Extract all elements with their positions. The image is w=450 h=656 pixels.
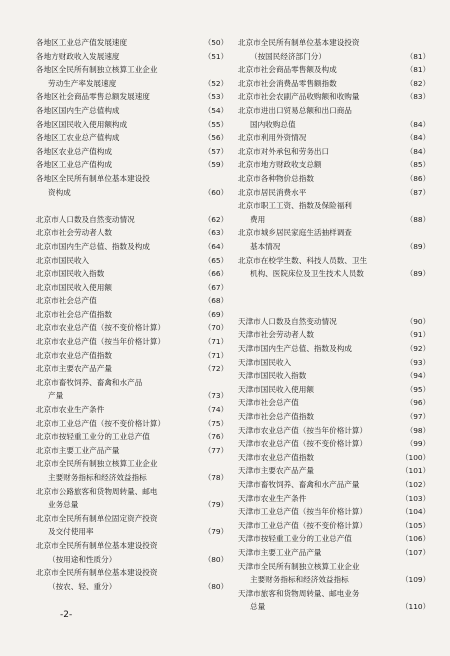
toc-entry[interactable] <box>238 118 430 132</box>
toc-entry-title: 及交付使用率 <box>48 527 94 537</box>
toc-entry[interactable] <box>36 553 228 567</box>
toc-entry-title: 北京市畜牧饲养、畜禽和水产品 <box>36 377 143 387</box>
toc-entry[interactable] <box>36 158 228 172</box>
toc-entry-title: 天津市旅客和货物周转量、邮电业务 <box>238 588 360 598</box>
toc-entry[interactable] <box>238 240 430 254</box>
toc-entry-page: （59） <box>203 160 228 170</box>
toc-entry[interactable] <box>36 321 228 335</box>
toc-entry-page: （84） <box>405 146 430 156</box>
toc-entry[interactable] <box>238 600 430 614</box>
toc-entry-page: （101） <box>401 466 430 476</box>
toc-entry-page: （71） <box>203 337 228 347</box>
toc-entry[interactable] <box>36 335 228 349</box>
toc-entry-page: （51） <box>203 51 228 61</box>
toc-entry-page: （83） <box>405 92 430 102</box>
toc-entry-page: （93） <box>405 357 430 367</box>
toc-entry-title: 北京市农业总产值（按不变价格计算） <box>36 323 166 333</box>
toc-entry-page: （64） <box>203 241 228 251</box>
toc-entry-title: 北京市对外承包和劳务出口 <box>238 146 330 156</box>
toc-entry-title: 北京市全民所有制单位基本建设投资 <box>36 540 158 550</box>
toc-entry-page: （71） <box>203 350 228 360</box>
toc-entry-title: 各地区国民收入使用额构成 <box>36 119 128 129</box>
toc-entry-page: （94） <box>405 371 430 381</box>
toc-entry[interactable] <box>238 77 430 91</box>
toc-entry-title: 国内收购总值 <box>250 119 296 129</box>
toc-entry[interactable] <box>36 580 228 594</box>
toc-entry-title: 天津市农业总产值（按不变价格计算） <box>238 439 368 449</box>
toc-entry-title: 总量 <box>250 602 266 612</box>
section-spacer <box>238 308 430 315</box>
toc-entry[interactable] <box>36 77 228 91</box>
toc-entry[interactable] <box>36 254 228 268</box>
toc-entry-title: 天津市主要工业产品产量 <box>238 547 322 557</box>
toc-entry-title: 主要财务指标和经济效益指标 <box>48 473 147 482</box>
toc-entry[interactable] <box>238 437 430 451</box>
toc-entry-page: （60） <box>203 187 228 197</box>
toc-entry-title: 劳动生产率发展速度 <box>48 78 117 88</box>
toc-entry-title: 天津市国民收入使用额 <box>238 384 314 394</box>
toc-entry[interactable] <box>238 356 430 370</box>
toc-entry-title: 北京市全民所有制独立核算工业企业 <box>36 459 158 469</box>
toc-entry[interactable] <box>36 90 228 104</box>
toc-entry[interactable] <box>238 492 430 506</box>
toc-entry-title: （按国民经济部门分） <box>250 51 326 61</box>
toc-entry-page: （70） <box>203 323 228 333</box>
toc-entry-title: 天津市国民收入 <box>238 357 292 367</box>
toc-entry-title: （按用途和性质分） <box>48 554 117 564</box>
toc-entry-title: 北京市职工工资、指数及保险福利 <box>238 201 352 211</box>
toc-entry[interactable] <box>238 267 430 281</box>
toc-entry-title: 北京市在校学生数、科技人员数、卫生 <box>238 255 368 265</box>
toc-entry-title: 北京市社会劳动者人数 <box>36 228 112 238</box>
toc-entry-title: 北京市农业生产条件 <box>36 405 105 415</box>
toc-left-column <box>36 36 228 593</box>
toc-entry-title: 北京市居民消费水平 <box>238 187 307 197</box>
toc-entry[interactable] <box>238 145 430 159</box>
toc-entry-title: 天津市国内生产总值、指数及构成 <box>238 344 352 354</box>
toc-entry-page: （77） <box>203 445 228 455</box>
toc-entry-title: 天津市国民收入指数 <box>238 371 307 381</box>
toc-entry-page: （95） <box>405 384 430 394</box>
toc-entry-page: （97） <box>405 412 430 422</box>
toc-entry-title: 天津市主要农产品产量 <box>238 466 314 476</box>
toc-entry-title: 天津市畜牧饲养、畜禽和水产品产量 <box>238 480 360 489</box>
section-spacer <box>238 281 430 295</box>
toc-entry-page: （109） <box>401 575 430 585</box>
toc-entry-title: 北京市社会农副产品收购额和收购量 <box>238 92 360 102</box>
toc-entry-title: 北京市主要农产品产量 <box>36 364 112 374</box>
toc-entry[interactable] <box>36 308 228 322</box>
toc-entry-title: 各地区工农业总产值构成 <box>36 133 120 143</box>
toc-entry-page: （67） <box>203 282 228 292</box>
toc-entry[interactable] <box>238 213 430 227</box>
toc-entry[interactable] <box>238 396 430 410</box>
toc-entry-title: 北京市国民收入使用额 <box>36 282 112 292</box>
toc-entry-title: 资构成 <box>48 187 71 197</box>
toc-entry-page: （50） <box>203 38 228 47</box>
toc-entry-page: （75） <box>203 418 228 428</box>
toc-entry-title: 北京市全民所有制单位固定资产投资 <box>36 513 158 523</box>
toc-entry[interactable] <box>238 546 430 560</box>
toc-entry-page: （69） <box>203 309 228 319</box>
toc-entry-page: （96） <box>405 398 430 408</box>
toc-entry-page: （74） <box>203 405 228 415</box>
toc-entry-title: 北京市城乡居民家庭生活抽样调查 <box>238 228 352 238</box>
toc-entry-title: 北京市社会总产值指数 <box>36 309 112 319</box>
toc-entry[interactable] <box>36 389 228 403</box>
toc-entry-page: （85） <box>405 160 430 170</box>
toc-entry[interactable] <box>36 430 228 444</box>
toc-entry[interactable] <box>36 566 228 580</box>
toc-entry-title: 北京市农业总产值（按当年价格计算） <box>36 337 166 347</box>
toc-entry[interactable] <box>36 403 228 417</box>
section-spacer <box>238 294 430 308</box>
toc-entry-title: 北京市各种物价总指数 <box>238 173 314 183</box>
toc-entry-page: （57） <box>203 146 228 156</box>
toc-entry[interactable] <box>238 451 430 465</box>
toc-entry-title: 主要财务指标和经济效益指标 <box>250 575 349 585</box>
toc-entry[interactable] <box>238 63 430 77</box>
toc-entry-title: 各地区工业总产值发展速度 <box>36 38 128 47</box>
toc-entry[interactable] <box>36 281 228 295</box>
toc-entry[interactable] <box>36 240 228 254</box>
toc-entry-page: （98） <box>405 425 430 435</box>
toc-entry-page: （81） <box>405 65 430 75</box>
toc-entry-title: 北京市按轻重工业分的工业总产值 <box>36 432 150 442</box>
toc-entry-title: 各地区社会商品零售总额发展速度 <box>36 92 150 102</box>
toc-entry-title: 北京市地方财政收支总额 <box>238 160 322 170</box>
toc-entry[interactable] <box>36 172 228 186</box>
toc-entry[interactable] <box>36 131 228 145</box>
toc-entry-title: 北京市人口数及自然变动情况 <box>36 214 135 224</box>
toc-entry-title: 北京市社会总产值 <box>36 296 97 306</box>
toc-entry[interactable] <box>36 294 228 308</box>
toc-entry-page: （76） <box>203 432 228 442</box>
toc-entry-page: （68） <box>203 296 228 306</box>
toc-entry[interactable] <box>36 471 228 485</box>
toc-entry-page: （80） <box>203 581 228 591</box>
toc-entry[interactable] <box>36 444 228 458</box>
toc-entry[interactable] <box>238 172 430 186</box>
toc-entry[interactable] <box>238 158 430 172</box>
toc-entry-title: 费用 <box>250 214 266 224</box>
toc-entry-title: 天津市全民所有制独立核算工业企业 <box>238 561 360 571</box>
toc-entry-title: 各地区全民所有制独立核算工业企业 <box>36 65 158 75</box>
toc-entry-page: （81） <box>405 51 430 61</box>
toc-entry-title: 北京市国内生产总值、指数及构成 <box>36 241 150 251</box>
toc-entry-title: 天津市按轻重工业分的工业总产值 <box>238 534 352 544</box>
toc-entry-page: （66） <box>203 269 228 279</box>
toc-entry-page: （55） <box>203 119 228 129</box>
toc-entry[interactable] <box>36 50 228 64</box>
toc-entry-title: 机构、医院床位及卫生技术人员数 <box>250 269 364 279</box>
toc-entry[interactable] <box>36 213 228 227</box>
toc-entry[interactable] <box>238 342 430 356</box>
toc-entry[interactable] <box>36 525 228 539</box>
toc-entry-page: （65） <box>203 255 228 265</box>
toc-entry[interactable] <box>36 362 228 376</box>
toc-entry-page: （106） <box>401 534 430 544</box>
page-number: -2- <box>60 610 73 620</box>
toc-entry-title: 北京市全民所有制单位基本建设投资 <box>36 568 158 578</box>
toc-entry[interactable] <box>36 226 228 240</box>
toc-entry-title: 基本情况 <box>250 241 281 251</box>
toc-entry-page: （82） <box>405 78 430 88</box>
toc-entry-title: （按农、轻、重分） <box>48 581 117 591</box>
toc-entry[interactable] <box>36 376 228 390</box>
toc-entry[interactable] <box>238 50 430 64</box>
toc-entry-page: （104） <box>401 507 430 517</box>
toc-entry-page: （73） <box>203 391 228 401</box>
toc-entry[interactable] <box>238 464 430 478</box>
toc-entry-title: 北京市国民收入 <box>36 255 90 265</box>
toc-entry[interactable] <box>36 267 228 281</box>
toc-entry[interactable] <box>238 226 430 240</box>
toc-entry[interactable] <box>238 383 430 397</box>
toc-entry-page: （56） <box>203 133 228 143</box>
toc-entry[interactable] <box>238 587 430 601</box>
toc-entry-title: 各地区全民所有制单位基本建设投 <box>36 173 150 183</box>
toc-entry-title: 北京市国民收入指数 <box>36 269 105 279</box>
toc-entry[interactable] <box>36 485 228 499</box>
toc-entry-page: （110） <box>401 602 430 612</box>
toc-entry-page: （62） <box>203 214 228 224</box>
toc-entry-title: 北京市农业总产值指数 <box>36 350 112 360</box>
toc-entry-page: （103） <box>401 493 430 503</box>
toc-entry[interactable] <box>36 349 228 363</box>
toc-entry[interactable] <box>238 104 430 118</box>
toc-entry[interactable] <box>238 186 430 200</box>
toc-entry[interactable] <box>238 254 430 268</box>
toc-entry-title: 天津市社会总产值指数 <box>238 412 314 422</box>
toc-entry[interactable] <box>36 104 228 118</box>
toc-entry[interactable] <box>238 199 430 213</box>
toc-entry[interactable] <box>238 478 430 492</box>
toc-entry-page: （88） <box>405 214 430 224</box>
toc-entry-page: （54） <box>203 105 228 115</box>
toc-entry-page: （92） <box>405 344 430 354</box>
toc-entry[interactable] <box>36 63 228 77</box>
toc-entry[interactable] <box>36 145 228 159</box>
toc-entry-title: 各地区国内生产总值构成 <box>36 105 120 115</box>
toc-entry-page: （79） <box>203 527 228 537</box>
toc-entry-title: 北京市主要工业产品产量 <box>36 445 120 455</box>
toc-entry-title: 北京市工业总产值（按不变价格计算） <box>36 418 166 428</box>
toc-entry[interactable] <box>36 457 228 471</box>
toc-entry[interactable] <box>36 512 228 526</box>
toc-entry-page: （53） <box>203 92 228 102</box>
toc-entry-title: 北京市社会商品零售额及构成 <box>238 65 337 75</box>
toc-entry-page: （107） <box>401 547 430 557</box>
toc-entry[interactable] <box>238 424 430 438</box>
toc-entry-title: 天津市人口数及自然变动情况 <box>238 316 337 326</box>
toc-entry[interactable] <box>238 90 430 104</box>
toc-entry-page: （84） <box>405 119 430 129</box>
toc-entry[interactable] <box>238 519 430 533</box>
toc-entry-page: （52） <box>203 78 228 88</box>
toc-entry[interactable] <box>238 36 430 50</box>
toc-entry-page: （80） <box>203 554 228 564</box>
toc-entry-title: 天津市农业总产值（按当年价格计算） <box>238 425 368 435</box>
toc-entry-page: （99） <box>405 439 430 449</box>
toc-entry-page: （105） <box>401 520 430 530</box>
toc-entry-title: 各地区农业总产值构成 <box>36 146 112 156</box>
toc-entry[interactable] <box>238 505 430 519</box>
toc-entry-page: （72） <box>203 364 228 374</box>
toc-entry-title: 业务总量 <box>48 500 79 510</box>
toc-entry-title: 天津市工业总产值（按不变价格计算） <box>238 520 368 530</box>
toc-entry[interactable] <box>238 315 430 329</box>
toc-entry[interactable] <box>36 186 228 200</box>
toc-entry-page: （89） <box>405 269 430 279</box>
toc-entry-title: 天津市社会总产值 <box>238 398 299 408</box>
toc-entry-page: （78） <box>203 473 228 482</box>
toc-entry-title: 各地方财政收入发展速度 <box>36 51 120 61</box>
toc-entry-title: 各地区工业总产值构成 <box>36 160 112 170</box>
toc-entry-title: 天津市社会劳动者人数 <box>238 330 314 340</box>
toc-entry[interactable] <box>36 118 228 132</box>
toc-right-column <box>238 36 430 614</box>
section-spacer <box>36 199 228 213</box>
toc-entry[interactable] <box>238 573 430 587</box>
toc-entry-page: （100） <box>401 452 430 462</box>
toc-entry[interactable] <box>238 328 430 342</box>
toc-entry[interactable] <box>36 417 228 431</box>
toc-entry-page: （102） <box>401 480 430 489</box>
toc-entry-title: 北京市全民所有制单位基本建设投资 <box>238 38 360 47</box>
toc-entry-title: 天津市农业生产条件 <box>238 493 307 503</box>
toc-entry-title: 产量 <box>48 391 64 401</box>
toc-entry[interactable] <box>238 410 430 424</box>
toc-entry-title: 天津市工业总产值（按当年价格计算） <box>238 507 368 517</box>
toc-entry[interactable] <box>36 498 228 512</box>
toc-entry[interactable] <box>36 539 228 553</box>
toc-entry-page: （87） <box>405 187 430 197</box>
toc-entry-page: （63） <box>203 228 228 238</box>
toc-entry[interactable] <box>238 369 430 383</box>
toc-entry-page: （84） <box>405 133 430 143</box>
toc-entry-title: 北京市公路旅客和货物周转量、邮电 <box>36 486 158 496</box>
toc-entry[interactable] <box>238 532 430 546</box>
toc-entry[interactable] <box>238 560 430 574</box>
toc-entry-title: 天津市农业总产值指数 <box>238 452 314 462</box>
toc-entry-page: （89） <box>405 241 430 251</box>
toc-entry-title: 北京市社会消费品零售额指数 <box>238 78 337 88</box>
toc-entry-page: （91） <box>405 330 430 340</box>
toc-entry-title: 北京市利用外资情况 <box>238 133 307 143</box>
toc-entry[interactable] <box>238 131 430 145</box>
toc-entry[interactable] <box>36 36 228 50</box>
toc-entry-title: 北京市进出口贸易总额和出口商品 <box>238 105 352 115</box>
toc-entry-page: （79） <box>203 500 228 510</box>
toc-entry-page: （90） <box>405 316 430 326</box>
toc-entry-page: （86） <box>405 173 430 183</box>
